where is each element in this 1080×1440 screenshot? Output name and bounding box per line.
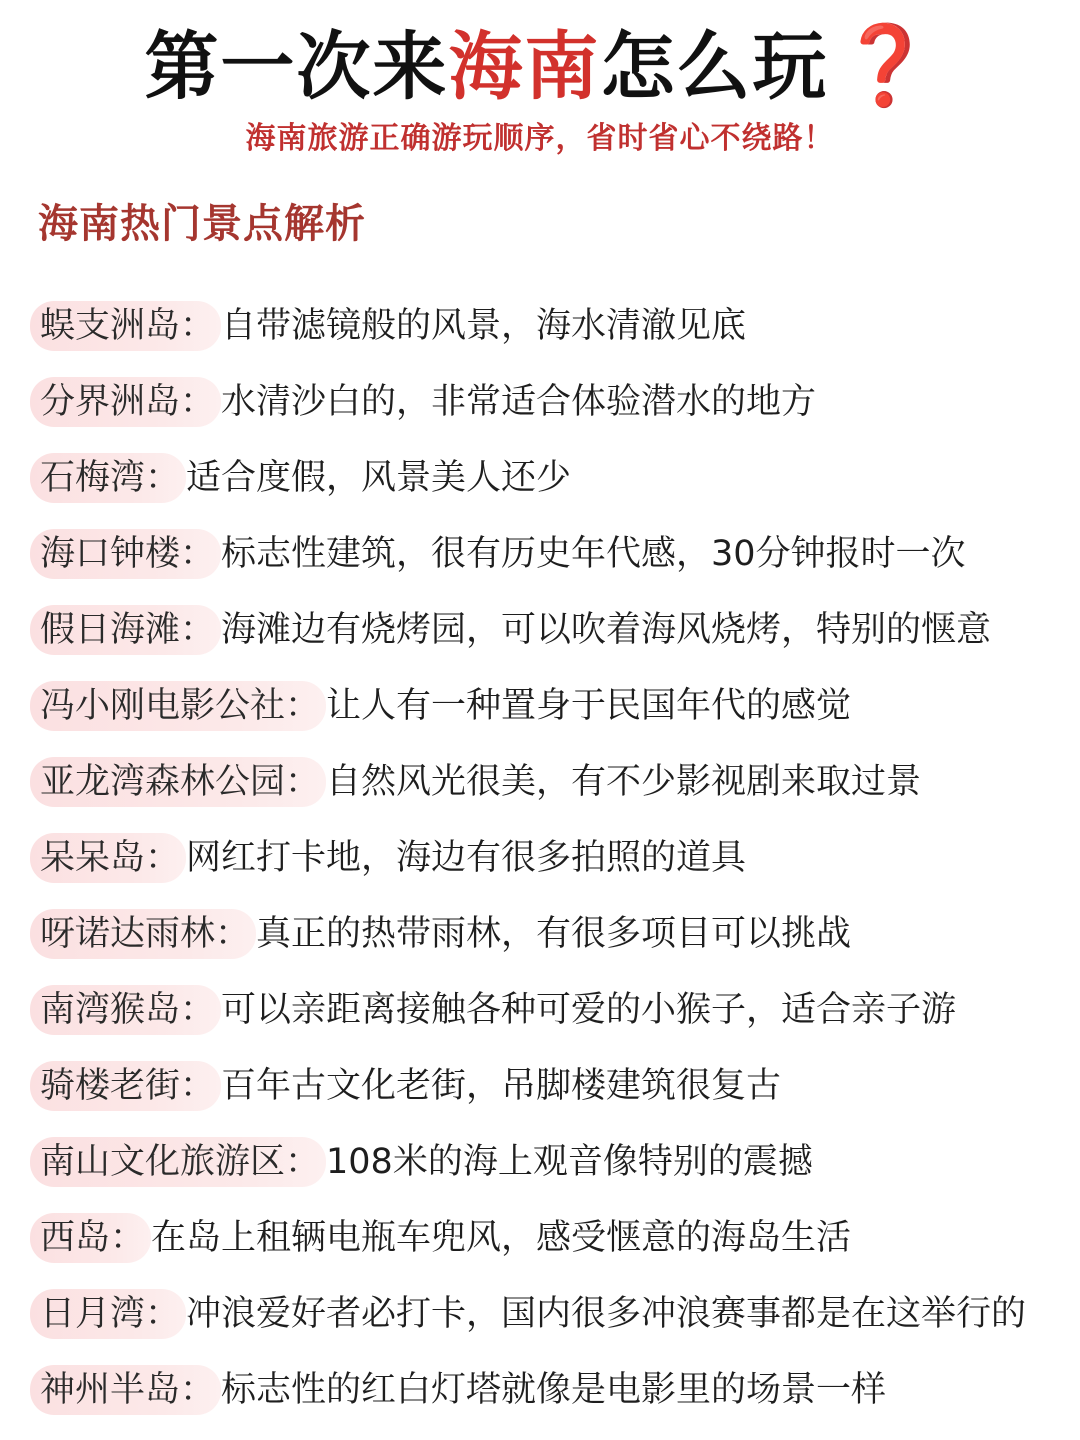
spot-description: 适合度假，风景美人还少: [186, 458, 572, 498]
spot-description: 在岛上租辆电瓶车兜风，感受惬意的海岛生活: [151, 1218, 852, 1258]
title-part-2: 怎么玩: [600, 24, 829, 110]
spot-description: 自然风光很美，有不少影视剧来取过景: [326, 762, 922, 802]
list-item: [30, 668, 1070, 744]
list-item: [30, 1352, 1070, 1428]
list-item: [30, 1200, 1070, 1276]
spot-description: 标志性建筑，很有历史年代感，30分钟报时一次: [221, 534, 966, 574]
spot-name: 南湾猴岛：: [30, 985, 221, 1035]
list-item: [30, 592, 1070, 668]
list-item: [30, 1048, 1070, 1124]
spot-name: 骑楼老街：: [30, 1061, 221, 1111]
spot-description: 标志性的红白灯塔就像是电影里的场景一样: [221, 1370, 887, 1410]
spot-name: 冯小刚电影公社：: [30, 681, 326, 731]
spot-name: 石梅湾：: [30, 453, 186, 503]
list-item: [30, 820, 1070, 896]
list-item: [30, 288, 1070, 364]
spot-description: 海滩边有烧烤园，可以吹着海风烧烤，特别的惬意: [221, 610, 992, 650]
list-item: [30, 1276, 1070, 1352]
spot-name: 西岛：: [30, 1213, 151, 1263]
spot-description: 让人有一种置身于民国年代的感觉: [326, 686, 852, 726]
spot-list: [30, 288, 1070, 1428]
spot-description: 冲浪爱好者必打卡，国内很多冲浪赛事都是在这举行的: [186, 1294, 1027, 1334]
spot-description: 真正的热带雨林，有很多项目可以挑战: [256, 914, 852, 954]
spot-description: 百年古文化老街，吊脚楼建筑很复古: [221, 1066, 782, 1106]
spot-name: 日月湾：: [30, 1289, 186, 1339]
spot-name: 海口钟楼：: [30, 529, 221, 579]
spot-description: 网红打卡地，海边有很多拍照的道具: [186, 838, 747, 878]
list-item: [30, 972, 1070, 1048]
list-item: [30, 440, 1070, 516]
question-mark-icon: ❓: [836, 21, 936, 111]
spot-name: 亚龙湾森林公园：: [30, 757, 326, 807]
subtitle: 海南旅游正确游玩顺序，省时省心不绕路！: [245, 121, 835, 156]
spot-name: 蜈支洲岛：: [30, 301, 221, 351]
spot-description: 108米的海上观音像特别的震撼: [326, 1142, 813, 1182]
header: [0, 18, 1080, 159]
spot-name: 神州半岛：: [30, 1365, 221, 1415]
list-item: [30, 1124, 1070, 1200]
list-item: [30, 516, 1070, 592]
spot-description: 水清沙白的，非常适合体验潜水的地方: [221, 382, 817, 422]
list-item: [30, 896, 1070, 972]
title-part-1: 第一次来: [144, 24, 449, 110]
section-title: 海南热门景点解析: [38, 201, 366, 247]
spot-name: 南山文化旅游区：: [30, 1137, 326, 1187]
spot-name: 呀诺达雨林：: [30, 909, 256, 959]
list-item: [30, 744, 1070, 820]
list-item: [30, 364, 1070, 440]
spot-name: 分界洲岛：: [30, 377, 221, 427]
spot-name: 假日海滩：: [30, 605, 221, 655]
title-accent: 海南: [448, 24, 601, 110]
spot-description: 可以亲距离接触各种可爱的小猴子，适合亲子游: [221, 990, 957, 1030]
spot-description: 自带滤镜般的风景，海水清澈见底: [221, 306, 747, 346]
spot-name: 呆呆岛：: [30, 833, 186, 883]
page-title: [0, 18, 1080, 115]
